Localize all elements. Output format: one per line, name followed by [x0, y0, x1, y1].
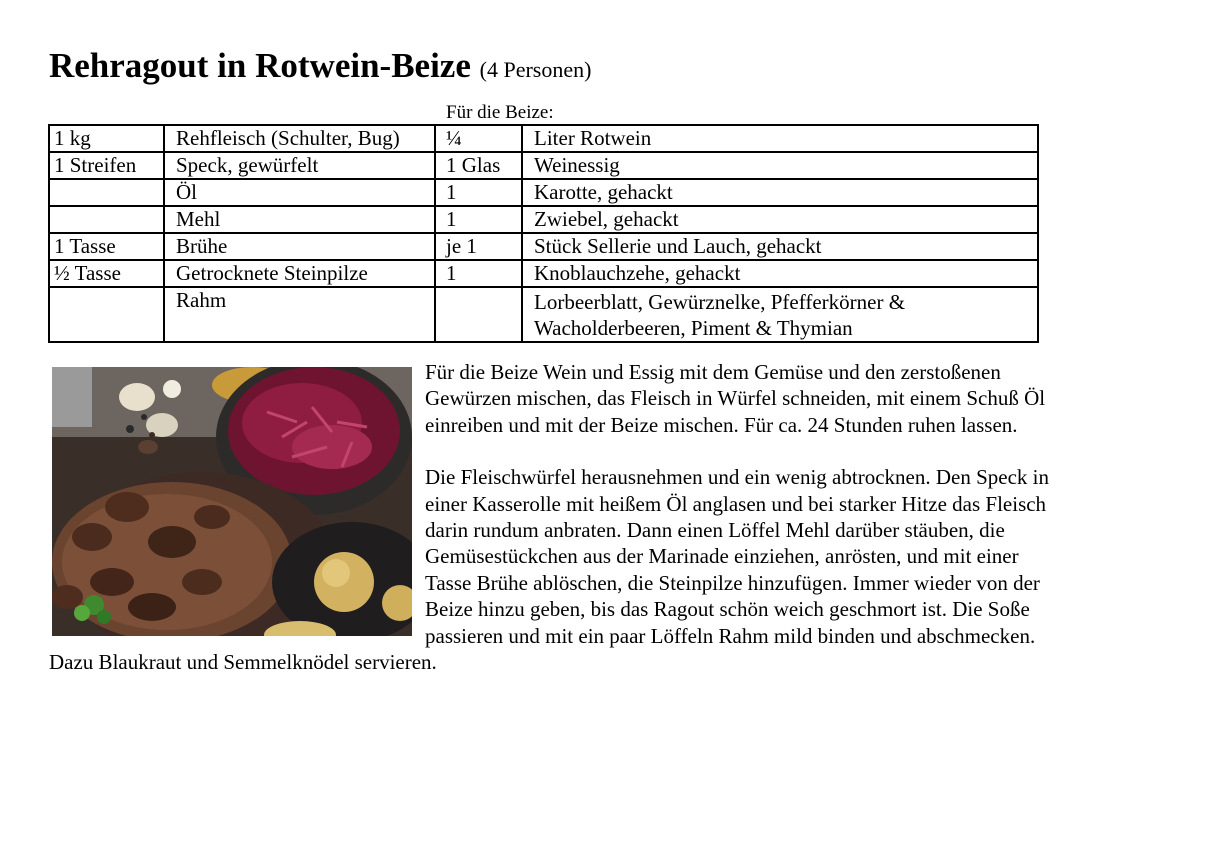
- quantity-cell: 1 Tasse: [49, 233, 164, 260]
- recipe-title: [49, 44, 591, 92]
- photo-spacer: [49, 359, 425, 629]
- beize-ingredient-cell: Knoblauchzehe, gehackt: [522, 260, 1038, 287]
- ingredient-cell: Speck, gewürfelt: [164, 152, 435, 179]
- beize-quantity-cell: 1: [435, 206, 522, 233]
- quantity-cell: [49, 287, 164, 342]
- ingredient-cell: Öl: [164, 179, 435, 206]
- beize-ingredient-cell: Zwiebel, gehackt: [522, 206, 1038, 233]
- beize-ingredient-cell: Karotte, gehackt: [522, 179, 1038, 206]
- ingredient-cell: Brühe: [164, 233, 435, 260]
- beize-quantity-cell: ¼: [435, 125, 522, 152]
- beize-quantity-cell: 1: [435, 179, 522, 206]
- ingredient-cell: Rehfleisch (Schulter, Bug): [164, 125, 435, 152]
- beize-ingredient-cell: Liter Rotwein: [522, 125, 1038, 152]
- table-row: [49, 260, 1038, 287]
- beize-quantity-cell: 1 Glas: [435, 152, 522, 179]
- beize-quantity-cell: 1: [435, 260, 522, 287]
- beize-ingredient-cell: Weinessig: [522, 152, 1038, 179]
- instruction-paragraph: Die Fleischwürfel herausnehmen und ein wenig abtrocknen. Den Speck in einer Kasserolle mit heißem Öl anglasen und bei starker Hitze das Fleisch darin rundum anbraten. Dann einen Löffel Mehl darüber stäuben, die Gemüsestückchen aus der Marinade einziehen, anrösten, und mit einer Tasse Brühe ablöschen, die Steinpilze hinzufügen. Immer wieder von der Beize hinzu geben, bis das Ragout schön weich geschmort ist. Die Soße passieren und mit ein paar Löffeln Rahm mild binden und abschmecken. Dazu Blaukraut und Semmelknödel servieren.: [49, 465, 1049, 675]
- quantity-cell: [49, 206, 164, 233]
- beize-ingredient-cell: Lorbeerblatt, Gewürznelke, Pfefferkörner & Wacholderbeeren, Piment & Thymian: [522, 287, 1038, 342]
- table-row: [49, 233, 1038, 260]
- ingredient-cell: Rahm: [164, 287, 435, 342]
- recipe-title-text: Rehragout in Rotwein-Beize: [49, 46, 471, 85]
- ingredients-table: [48, 124, 1039, 343]
- instructions: [49, 359, 1059, 675]
- beize-label: Für die Beize:: [446, 102, 554, 123]
- table-row: [49, 179, 1038, 206]
- ingredient-cell: Mehl: [164, 206, 435, 233]
- table-row: [49, 125, 1038, 152]
- servings-label: (4 Personen): [479, 57, 592, 82]
- table-row: [49, 287, 1038, 342]
- quantity-cell: [49, 179, 164, 206]
- table-row: [49, 152, 1038, 179]
- quantity-cell: 1 Streifen: [49, 152, 164, 179]
- ingredient-cell: Getrocknete Steinpilze: [164, 260, 435, 287]
- beize-ingredient-cell: Stück Sellerie und Lauch, gehackt: [522, 233, 1038, 260]
- beize-quantity-cell: je 1: [435, 233, 522, 260]
- quantity-cell: 1 kg: [49, 125, 164, 152]
- quantity-cell: ½ Tasse: [49, 260, 164, 287]
- beize-quantity-cell: [435, 287, 522, 342]
- instruction-paragraph: Für die Beize Wein und Essig mit dem Gemüse und den zerstoßenen Gewürzen mischen, das Fleisch in Würfel schneiden, mit einem Schuß Öl einreiben und mit der Beize mischen. Für ca. 24 Stunden ruhen lassen.: [425, 360, 1046, 437]
- table-row: [49, 206, 1038, 233]
